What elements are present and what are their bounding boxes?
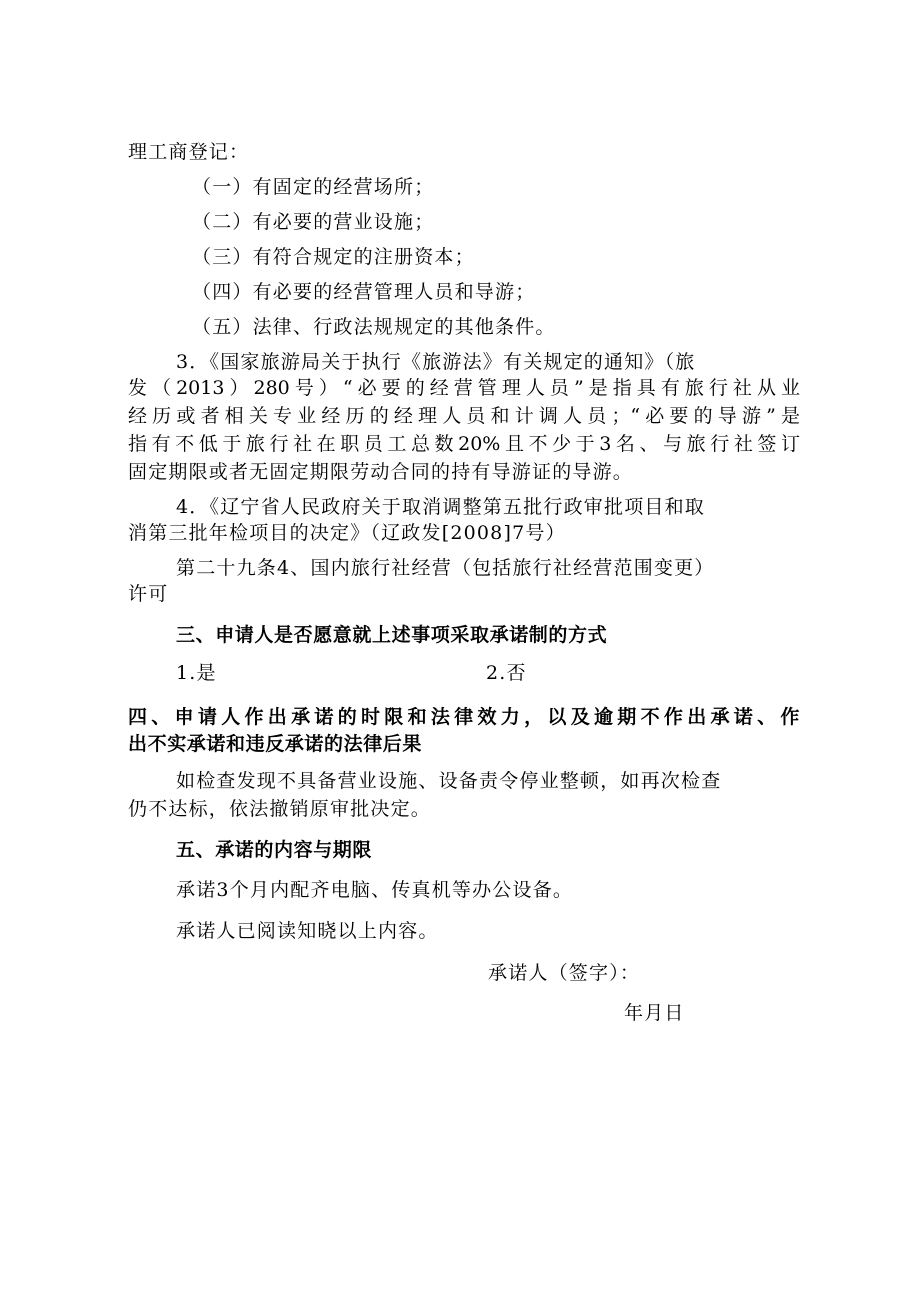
item4-line: 消第三批年检项目的决定》（辽政发[2008]7号） [128, 522, 566, 544]
condition-item: （二）有必要的营业设施； [192, 211, 435, 233]
item3-line: 固定期限或者无固定期限劳动合同的持有导游证的导游。 [128, 461, 634, 483]
condition-item: （三）有符合规定的注册资本； [192, 246, 475, 268]
option-yes: 1.是 [176, 662, 217, 684]
condition-item: （五）法律、行政法规规定的其他条件。 [192, 316, 556, 338]
article-line: 第二十九条4、国内旅行社经营（包括旅行社经营范围变更） [176, 557, 715, 579]
article-line: 许可 [128, 583, 169, 605]
section5-heading: 五、承诺的内容与期限 [176, 839, 373, 861]
intro-continuation: 理工商登记： [128, 141, 250, 163]
item3-line: 3．《国家旅游局关于执行《旅游法》有关规定的通知》（旅 [176, 351, 696, 373]
condition-item: （一）有固定的经营场所； [192, 176, 435, 198]
section4-heading: 四、申请人作出承诺的时限和法律效力，以及逾期不作出承诺、作 [128, 706, 800, 728]
condition-item: （四）有必要的经营管理人员和导游； [192, 281, 536, 303]
section4-heading: 出不实承诺和违反承诺的法律后果 [128, 733, 423, 755]
item3-line: 经历或者相关专业经历的经理人员和计调人员；“必要的导游”是 [128, 405, 800, 427]
option-no: 2.否 [486, 662, 527, 684]
signer-label: 承诺人（签字）： [488, 962, 641, 984]
item3-line: 发（2013）280号）“必要的经营管理人员”是指具有旅行社从业 [128, 377, 800, 399]
section4-body: 仍不达标，依法撤销原审批决定。 [128, 798, 432, 820]
date-label: 年月日 [624, 1002, 685, 1024]
commitment-content: 承诺3个月内配齐电脑、传真机等办公设备。 [176, 879, 574, 901]
item3-line: 指有不低于旅行社在职员工总数20%且不少于3名、与旅行社签订 [128, 433, 800, 455]
item4-line: 4．《辽宁省人民政府关于取消调整第五批行政审批项目和取 [176, 496, 705, 518]
section3-heading: 三、申请人是否愿意就上述事项采取承诺制的方式 [176, 624, 608, 646]
section4-body: 如检查发现不具备营业设施、设备责令停业整顿，如再次检查 [176, 770, 722, 792]
acknowledgement: 承诺人已阅读知晓以上内容。 [176, 920, 439, 942]
